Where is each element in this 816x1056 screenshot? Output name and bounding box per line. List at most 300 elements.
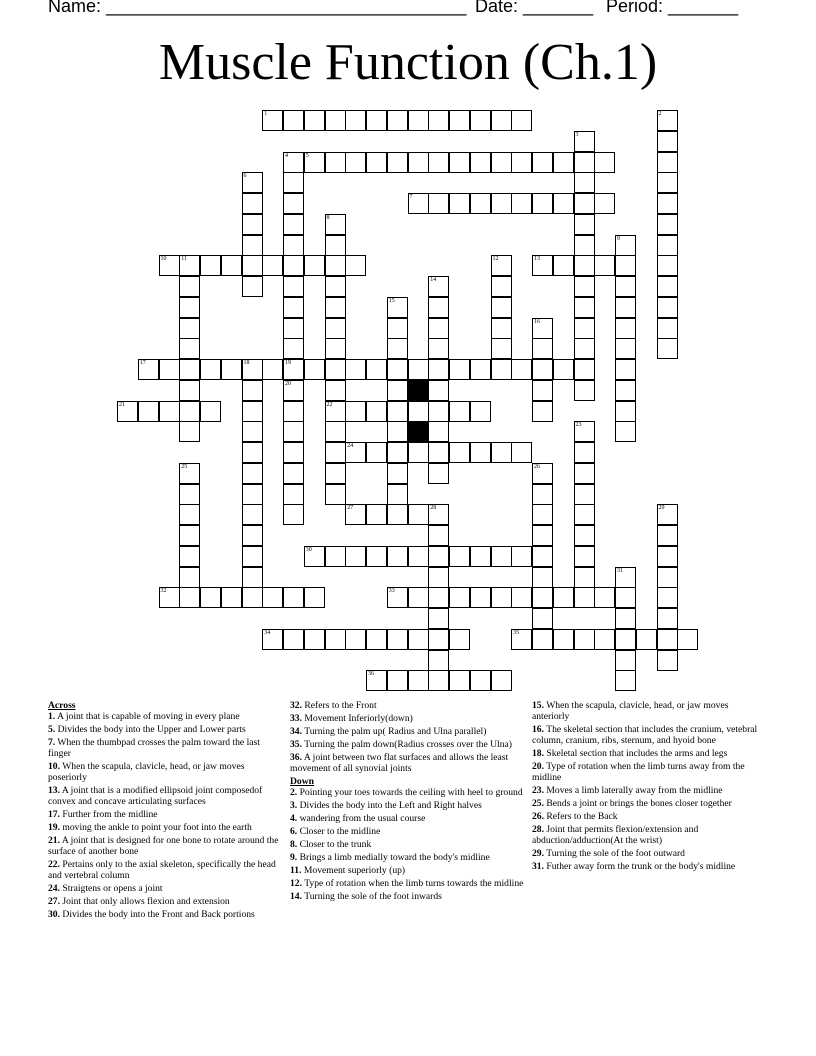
clue-text: Divides the body into the Upper and Lower parts: [55, 724, 246, 735]
crossword-cell[interactable]: [283, 110, 304, 131]
crossword-cell[interactable]: [657, 608, 678, 629]
crossword-cell[interactable]: [159, 587, 180, 608]
crossword-cell[interactable]: [532, 629, 553, 650]
crossword-cell[interactable]: [532, 152, 553, 173]
crossword-cell[interactable]: [325, 255, 346, 276]
crossword-cell[interactable]: [304, 546, 325, 567]
crossword-cell[interactable]: [179, 401, 200, 422]
crossword-cell[interactable]: [574, 629, 595, 650]
crossword-cell[interactable]: [242, 214, 263, 235]
crossword-cell[interactable]: [428, 421, 449, 442]
crossword-cell[interactable]: [325, 110, 346, 131]
crossword-cell[interactable]: [283, 297, 304, 318]
crossword-cell[interactable]: [615, 235, 636, 256]
crossword-cell[interactable]: [179, 318, 200, 339]
crossword-cell[interactable]: [511, 193, 532, 214]
crossword-cell[interactable]: [408, 193, 429, 214]
crossword-cell[interactable]: [283, 629, 304, 650]
crossword-cell[interactable]: [428, 318, 449, 339]
crossword-cell[interactable]: [345, 504, 366, 525]
crossword-cell[interactable]: [574, 546, 595, 567]
crossword-cell[interactable]: [470, 546, 491, 567]
clue-number: 21: [119, 401, 125, 408]
crossword-cell[interactable]: [242, 276, 263, 297]
crossword-cell[interactable]: [491, 193, 512, 214]
crossword-cell[interactable]: [532, 401, 553, 422]
crossword-cell[interactable]: [179, 255, 200, 276]
crossword-cell[interactable]: [428, 587, 449, 608]
crossword-cell[interactable]: [449, 546, 470, 567]
crossword-cell[interactable]: [594, 255, 615, 276]
crossword-cell[interactable]: [159, 255, 180, 276]
crossword-cell[interactable]: [387, 297, 408, 318]
crossword-cell[interactable]: [657, 650, 678, 671]
crossword-cell[interactable]: [449, 629, 470, 650]
crossword-cell[interactable]: [532, 484, 553, 505]
crossword-cell[interactable]: [283, 442, 304, 463]
crossword-cell[interactable]: [615, 359, 636, 380]
crossword-cell[interactable]: [242, 172, 263, 193]
crossword-cell[interactable]: [574, 442, 595, 463]
crossword-cell[interactable]: [470, 670, 491, 691]
crossword-cell[interactable]: [345, 255, 366, 276]
crossword-cell[interactable]: [325, 421, 346, 442]
crossword-cell[interactable]: [428, 670, 449, 691]
crossword-cell[interactable]: [594, 629, 615, 650]
crossword-cell[interactable]: [594, 193, 615, 214]
crossword-cell[interactable]: [179, 297, 200, 318]
crossword-cell[interactable]: [408, 629, 429, 650]
crossword-cell[interactable]: [366, 110, 387, 131]
crossword-cell[interactable]: [657, 546, 678, 567]
crossword-cell[interactable]: [553, 152, 574, 173]
crossword-cell[interactable]: [615, 297, 636, 318]
crossword-cell[interactable]: [387, 504, 408, 525]
crossword-cell[interactable]: [179, 587, 200, 608]
crossword-cell[interactable]: [325, 338, 346, 359]
crossword-cell[interactable]: [532, 567, 553, 588]
crossword-cell[interactable]: [491, 587, 512, 608]
crossword-cell[interactable]: [615, 567, 636, 588]
crossword-cell[interactable]: [615, 608, 636, 629]
crossword-cell[interactable]: [345, 152, 366, 173]
crossword-cell[interactable]: [553, 629, 574, 650]
crossword-cell[interactable]: [304, 110, 325, 131]
crossword-cell[interactable]: [387, 484, 408, 505]
crossword-cell[interactable]: [470, 193, 491, 214]
crossword-cell[interactable]: [366, 152, 387, 173]
crossword-cell[interactable]: [387, 318, 408, 339]
crossword-cell[interactable]: [428, 629, 449, 650]
crossword-cell[interactable]: [283, 214, 304, 235]
crossword-cell[interactable]: [574, 338, 595, 359]
crossword-cell[interactable]: [325, 297, 346, 318]
crossword-cell[interactable]: [242, 193, 263, 214]
crossword-cell[interactable]: [428, 442, 449, 463]
crossword-cell[interactable]: [387, 670, 408, 691]
crossword-cell[interactable]: [283, 484, 304, 505]
crossword-cell[interactable]: [657, 235, 678, 256]
crossword-cell[interactable]: [325, 442, 346, 463]
crossword-cell[interactable]: [283, 338, 304, 359]
crossword-cell[interactable]: [532, 608, 553, 629]
crossword-cell[interactable]: [179, 525, 200, 546]
crossword-cell[interactable]: [283, 172, 304, 193]
crossword-cell[interactable]: [366, 546, 387, 567]
crossword-cell[interactable]: [428, 359, 449, 380]
crossword-cell[interactable]: [262, 255, 283, 276]
crossword-cell[interactable]: [387, 338, 408, 359]
crossword-cell[interactable]: [532, 338, 553, 359]
crossword-cell[interactable]: [179, 359, 200, 380]
crossword-cell[interactable]: [428, 567, 449, 588]
crossword-cell[interactable]: [511, 546, 532, 567]
crossword-cell[interactable]: [345, 546, 366, 567]
crossword-cell[interactable]: [428, 504, 449, 525]
crossword-cell[interactable]: [179, 567, 200, 588]
crossword-cell[interactable]: [657, 297, 678, 318]
crossword-cell[interactable]: [491, 359, 512, 380]
crossword-cell[interactable]: [304, 587, 325, 608]
crossword-cell[interactable]: [387, 546, 408, 567]
crossword-cell[interactable]: [283, 276, 304, 297]
crossword-cell[interactable]: [242, 463, 263, 484]
crossword-cell[interactable]: [553, 359, 574, 380]
crossword-cell[interactable]: [283, 421, 304, 442]
crossword-cell[interactable]: [657, 629, 678, 650]
crossword-cell[interactable]: [615, 401, 636, 422]
crossword-cell[interactable]: [242, 421, 263, 442]
crossword-cell[interactable]: [262, 110, 283, 131]
crossword-cell[interactable]: [449, 587, 470, 608]
crossword-cell[interactable]: [408, 152, 429, 173]
crossword-cell[interactable]: [325, 380, 346, 401]
crossword-cell[interactable]: [387, 110, 408, 131]
crossword-cell[interactable]: [428, 276, 449, 297]
crossword-cell[interactable]: [283, 359, 304, 380]
crossword-cell[interactable]: [657, 131, 678, 152]
crossword-cell[interactable]: [615, 338, 636, 359]
crossword-cell[interactable]: [449, 442, 470, 463]
crossword-cell[interactable]: [283, 318, 304, 339]
crossword-cell[interactable]: [366, 629, 387, 650]
crossword-cell[interactable]: [615, 670, 636, 691]
crossword-cell[interactable]: [574, 504, 595, 525]
crossword-cell[interactable]: [242, 235, 263, 256]
crossword-cell[interactable]: [262, 587, 283, 608]
crossword-cell[interactable]: [449, 193, 470, 214]
crossword-cell[interactable]: [532, 463, 553, 484]
crossword-cell[interactable]: [574, 484, 595, 505]
crossword-cell[interactable]: [408, 359, 429, 380]
crossword-cell[interactable]: [532, 587, 553, 608]
crossword-cell[interactable]: [242, 484, 263, 505]
crossword-cell[interactable]: [408, 504, 429, 525]
crossword-cell[interactable]: [242, 546, 263, 567]
crossword-cell[interactable]: [262, 629, 283, 650]
crossword-cell[interactable]: [325, 235, 346, 256]
crossword-cell[interactable]: [428, 110, 449, 131]
crossword-cell[interactable]: [657, 110, 678, 131]
crossword-cell[interactable]: [511, 359, 532, 380]
crossword-cell[interactable]: [325, 152, 346, 173]
crossword-cell[interactable]: [615, 629, 636, 650]
crossword-cell[interactable]: [408, 110, 429, 131]
crossword-cell[interactable]: [138, 401, 159, 422]
crossword-cell[interactable]: [428, 608, 449, 629]
crossword-cell[interactable]: [657, 504, 678, 525]
crossword-cell[interactable]: [325, 359, 346, 380]
crossword-cell[interactable]: [574, 421, 595, 442]
crossword-cell[interactable]: [138, 359, 159, 380]
crossword-cell[interactable]: [657, 525, 678, 546]
crossword-cell[interactable]: [283, 401, 304, 422]
crossword-cell[interactable]: [574, 297, 595, 318]
crossword-cell[interactable]: [615, 276, 636, 297]
crossword-cell[interactable]: [304, 255, 325, 276]
crossword-cell[interactable]: [304, 359, 325, 380]
crossword-cell[interactable]: [615, 380, 636, 401]
crossword-cell[interactable]: [574, 276, 595, 297]
crossword-cell[interactable]: [179, 380, 200, 401]
crossword-cell[interactable]: [242, 567, 263, 588]
crossword-cell[interactable]: [574, 567, 595, 588]
crossword-cell[interactable]: [470, 359, 491, 380]
crossword-cell[interactable]: [221, 359, 242, 380]
crossword-cell[interactable]: [325, 629, 346, 650]
crossword-cell[interactable]: [387, 442, 408, 463]
crossword-cell[interactable]: [283, 152, 304, 173]
crossword-cell[interactable]: [387, 359, 408, 380]
crossword-cell[interactable]: [242, 255, 263, 276]
crossword-cell[interactable]: [449, 110, 470, 131]
crossword-cell[interactable]: [615, 650, 636, 671]
crossword-cell[interactable]: [179, 276, 200, 297]
crossword-cell[interactable]: [657, 255, 678, 276]
crossword-cell[interactable]: [200, 255, 221, 276]
crossword-cell[interactable]: [179, 421, 200, 442]
crossword-cell[interactable]: [491, 546, 512, 567]
crossword-cell[interactable]: [325, 214, 346, 235]
crossword-cell[interactable]: [387, 380, 408, 401]
crossword-cell[interactable]: [657, 318, 678, 339]
clue-number: 28: [430, 505, 437, 512]
crossword-cell[interactable]: [636, 629, 657, 650]
crossword-cell[interactable]: [574, 172, 595, 193]
crossword-cell[interactable]: [262, 359, 283, 380]
crossword-cell[interactable]: [449, 401, 470, 422]
crossword-cell[interactable]: [428, 401, 449, 422]
crossword-cell[interactable]: [615, 318, 636, 339]
crossword-cell[interactable]: [470, 442, 491, 463]
crossword-cell[interactable]: [532, 380, 553, 401]
crossword-cell[interactable]: [179, 546, 200, 567]
crossword-cell[interactable]: [179, 504, 200, 525]
crossword-cell[interactable]: [491, 110, 512, 131]
crossword-cell[interactable]: [574, 152, 595, 173]
crossword-cell[interactable]: [491, 670, 512, 691]
crossword-cell[interactable]: [304, 629, 325, 650]
crossword-cell[interactable]: [387, 587, 408, 608]
crossword-cell[interactable]: [387, 463, 408, 484]
crossword-cell[interactable]: [532, 525, 553, 546]
crossword-cell[interactable]: [242, 587, 263, 608]
crossword-cell[interactable]: [387, 401, 408, 422]
crossword-cell[interactable]: [242, 525, 263, 546]
crossword-cell[interactable]: [470, 587, 491, 608]
crossword-cell[interactable]: [283, 235, 304, 256]
crossword-cell[interactable]: [428, 380, 449, 401]
crossword-cell[interactable]: [657, 172, 678, 193]
crossword-cell[interactable]: [532, 255, 553, 276]
crossword-cell[interactable]: [532, 359, 553, 380]
crossword-cell[interactable]: [325, 318, 346, 339]
crossword-cell[interactable]: [428, 193, 449, 214]
crossword-cell[interactable]: [345, 442, 366, 463]
crossword-cell[interactable]: [657, 587, 678, 608]
crossword-cell[interactable]: [283, 463, 304, 484]
crossword-cell[interactable]: [491, 297, 512, 318]
crossword-cell[interactable]: [574, 255, 595, 276]
crossword-cell[interactable]: [408, 670, 429, 691]
crossword-cell[interactable]: [553, 587, 574, 608]
crossword-cell[interactable]: [574, 380, 595, 401]
crossword-cell[interactable]: [511, 110, 532, 131]
crossword-cell[interactable]: [159, 401, 180, 422]
crossword-cell[interactable]: [179, 338, 200, 359]
crossword-cell[interactable]: [345, 629, 366, 650]
crossword-cell[interactable]: [428, 152, 449, 173]
crossword-cell[interactable]: [553, 193, 574, 214]
crossword-cell[interactable]: [574, 463, 595, 484]
crossword-cell[interactable]: [428, 463, 449, 484]
crossword-cell[interactable]: [657, 193, 678, 214]
clue-number: 29: [658, 505, 665, 512]
crossword-cell[interactable]: [470, 152, 491, 173]
crossword-cell[interactable]: [491, 152, 512, 173]
crossword-cell[interactable]: [200, 401, 221, 422]
crossword-cell[interactable]: [428, 297, 449, 318]
crossword-cell[interactable]: [242, 442, 263, 463]
crossword-cell[interactable]: [657, 276, 678, 297]
crossword-cell[interactable]: [470, 110, 491, 131]
crossword-cell[interactable]: [325, 546, 346, 567]
crossword-cell[interactable]: [532, 546, 553, 567]
crossword-cell[interactable]: [345, 401, 366, 422]
crossword-cell[interactable]: [325, 401, 346, 422]
crossword-cell[interactable]: [283, 380, 304, 401]
crossword-cell[interactable]: [325, 484, 346, 505]
crossword-cell[interactable]: [283, 504, 304, 525]
crossword-cell[interactable]: [574, 359, 595, 380]
crossword-cell[interactable]: [428, 338, 449, 359]
crossword-cell[interactable]: [470, 401, 491, 422]
crossword-cell[interactable]: [221, 255, 242, 276]
crossword-cell[interactable]: [345, 359, 366, 380]
crossword-cell[interactable]: [428, 650, 449, 671]
crossword-cell[interactable]: [408, 442, 429, 463]
crossword-cell[interactable]: [428, 546, 449, 567]
crossword-cell[interactable]: [491, 442, 512, 463]
crossword-cell[interactable]: [408, 546, 429, 567]
crossword-cell[interactable]: [511, 587, 532, 608]
crossword-cell[interactable]: [366, 359, 387, 380]
crossword-cell[interactable]: [491, 338, 512, 359]
crossword-cell[interactable]: [283, 587, 304, 608]
crossword-cell[interactable]: [366, 504, 387, 525]
crossword-cell[interactable]: [387, 152, 408, 173]
crossword-cell[interactable]: [159, 359, 180, 380]
crossword-cell[interactable]: [511, 629, 532, 650]
crossword-cell[interactable]: [325, 276, 346, 297]
crossword-cell[interactable]: [615, 421, 636, 442]
crossword-cell[interactable]: [242, 504, 263, 525]
crossword-cell[interactable]: [574, 214, 595, 235]
crossword-cell[interactable]: [511, 152, 532, 173]
crossword-cell[interactable]: [387, 421, 408, 442]
crossword-cell[interactable]: [615, 255, 636, 276]
crossword-cell[interactable]: [200, 359, 221, 380]
crossword-cell[interactable]: [387, 629, 408, 650]
crossword-cell[interactable]: [657, 338, 678, 359]
crossword-cell[interactable]: [574, 193, 595, 214]
crossword-cell[interactable]: [366, 401, 387, 422]
crossword-cell[interactable]: [221, 587, 242, 608]
crossword-cell[interactable]: [657, 152, 678, 173]
crossword-cell[interactable]: [117, 401, 138, 422]
crossword-cell[interactable]: [615, 587, 636, 608]
crossword-cell[interactable]: [511, 442, 532, 463]
crossword-cell[interactable]: [574, 318, 595, 339]
crossword-cell[interactable]: [594, 587, 615, 608]
crossword-cell[interactable]: [283, 255, 304, 276]
crossword-cell[interactable]: [242, 401, 263, 422]
crossword-cell[interactable]: [366, 442, 387, 463]
crossword-cell[interactable]: [179, 463, 200, 484]
crossword-cell[interactable]: [491, 276, 512, 297]
crossword-cell[interactable]: [449, 152, 470, 173]
crossword-cell[interactable]: [574, 235, 595, 256]
crossword-cell[interactable]: [345, 110, 366, 131]
crossword-cell[interactable]: [179, 484, 200, 505]
crossword-cell[interactable]: [408, 587, 429, 608]
crossword-cell[interactable]: [657, 567, 678, 588]
crossword-cell[interactable]: [428, 525, 449, 546]
crossword-cell[interactable]: [594, 152, 615, 173]
crossword-cell[interactable]: [366, 670, 387, 691]
crossword-cell[interactable]: [304, 152, 325, 173]
crossword-cell[interactable]: [657, 214, 678, 235]
crossword-cell[interactable]: [574, 131, 595, 152]
crossword-cell[interactable]: [491, 318, 512, 339]
crossword-cell[interactable]: [532, 318, 553, 339]
crossword-cell[interactable]: [532, 193, 553, 214]
crossword-cell[interactable]: [532, 504, 553, 525]
crossword-cell[interactable]: [283, 193, 304, 214]
crossword-cell[interactable]: [449, 359, 470, 380]
crossword-cell[interactable]: [491, 255, 512, 276]
crossword-cell[interactable]: [408, 401, 429, 422]
crossword-cell[interactable]: [574, 587, 595, 608]
crossword-cell[interactable]: [242, 380, 263, 401]
crossword-cell[interactable]: [553, 255, 574, 276]
crossword-cell[interactable]: [449, 670, 470, 691]
crossword-cell[interactable]: [574, 525, 595, 546]
crossword-cell[interactable]: [242, 359, 263, 380]
crossword-cell[interactable]: [677, 629, 698, 650]
crossword-cell[interactable]: [200, 587, 221, 608]
crossword-cell[interactable]: [325, 463, 346, 484]
